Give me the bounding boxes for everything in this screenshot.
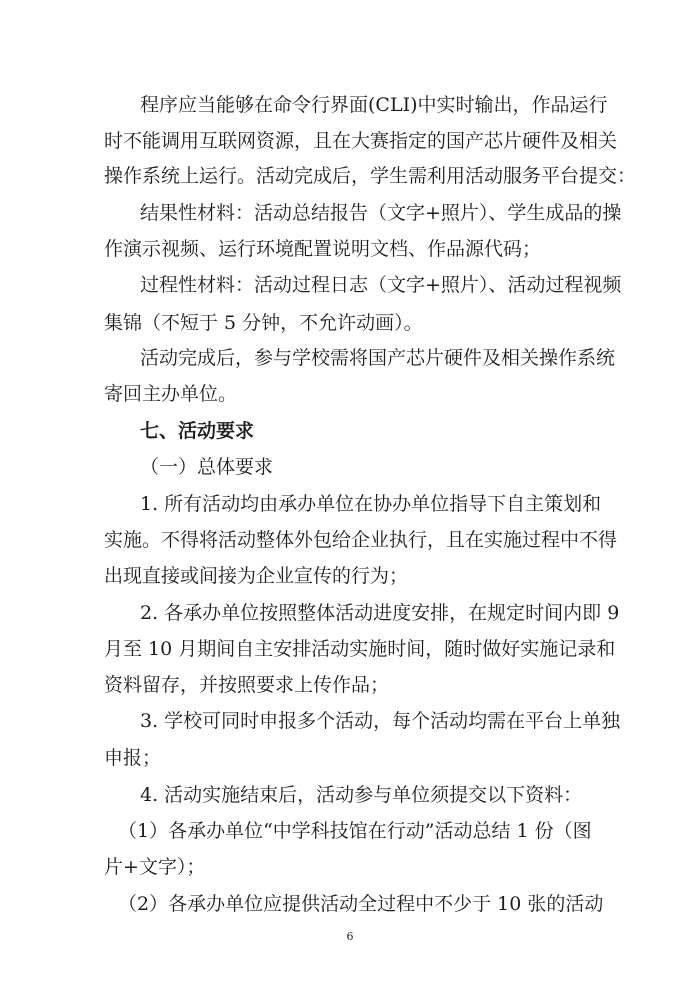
body-line-7: 集锦（不短于 5 分钟，不允许动画）。 xyxy=(104,312,423,334)
body-line-2: 时不能调用互联网资源，且在大赛指定的国产芯片硬件及相关 xyxy=(104,130,618,152)
body-line-8: 活动完成后，参与学校需将国产芯片硬件及相关操作系统 xyxy=(140,347,616,369)
body-line-1: 程序应当能够在命令行界面(CLI)中实时输出，作品运行 xyxy=(140,94,608,116)
body-line-12: 1. 所有活动均由承办单位在协办单位指导下自主策划和 xyxy=(140,493,602,515)
body-line-18: 3. 学校可同时申报多个活动，每个活动均需在平台上单独 xyxy=(140,710,621,732)
body-line-21: （1）各承办单位“中学科技馆在行动”活动总结 1 份（图 xyxy=(118,820,592,842)
body-line-23: （2）各承办单位应提供活动全过程中不少于 10 张的活动 xyxy=(118,893,604,915)
body-line-5: 作演示视频、运行环境配置说明文档、作品源代码； xyxy=(104,238,542,260)
body-line-15: 2. 各承办单位按照整体活动进度安排，在规定时间内即 9 xyxy=(140,602,620,624)
body-line-19: 申报； xyxy=(104,747,162,769)
body-line-6: 过程性材料：活动过程日志（文字+照片）、活动过程视频 xyxy=(140,274,622,296)
body-line-16: 月至 10 月期间自主安排活动实施时间，随时做好实施记录和 xyxy=(104,638,616,660)
body-line-17: 资料留存，并按照要求上传作品； xyxy=(104,674,390,696)
body-line-9: 寄回主办单位。 xyxy=(104,383,238,405)
subsection-heading: （一）总体要求 xyxy=(140,456,274,478)
body-line-20: 4. 活动实施结束后，活动参与单位须提交以下资料： xyxy=(140,784,583,806)
body-line-22: 片+文字）； xyxy=(104,856,206,878)
section-heading: 七、活动要求 xyxy=(140,420,255,442)
body-line-14: 出现直接或间接为企业宣传的行为； xyxy=(104,565,409,587)
body-line-13: 实施。不得将活动整体外包给企业执行，且在实施过程中不得 xyxy=(104,529,618,551)
body-line-3: 操作系统上运行。活动完成后，学生需利用活动服务平台提交： xyxy=(104,165,637,187)
page-number: 6 xyxy=(346,930,354,943)
body-line-4: 结果性材料：活动总结报告（文字+照片）、学生成品的操 xyxy=(140,202,622,224)
